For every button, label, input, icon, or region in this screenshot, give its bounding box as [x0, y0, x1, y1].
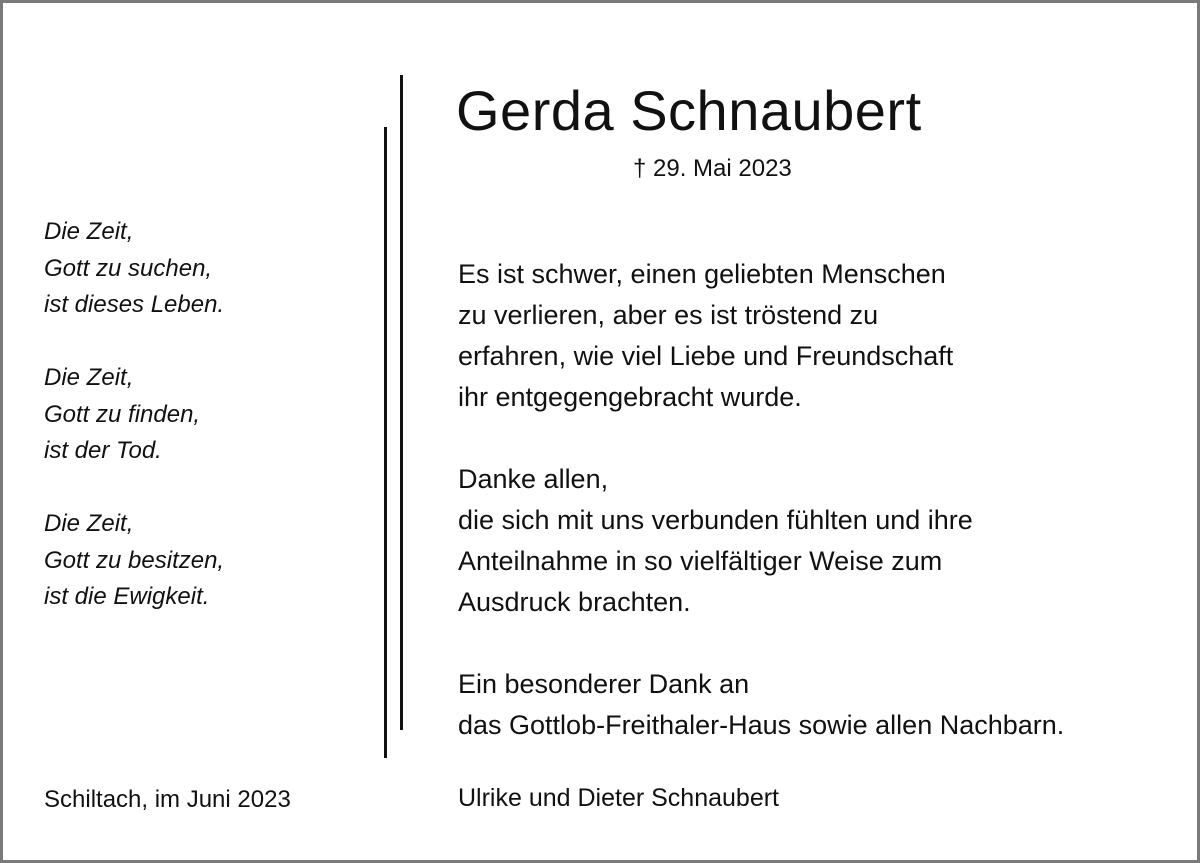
- poem-line: Die Zeit,: [44, 364, 134, 391]
- poem-stanza-3: [44, 506, 364, 616]
- vertical-divider-right: [400, 75, 403, 730]
- text-line: das Gottlob-Freithaler-Haus sowie allen Nachbarn.: [458, 710, 1065, 740]
- thanks-text: [458, 254, 1178, 787]
- paragraph-3: [458, 664, 1178, 746]
- text-line: erfahren, wie viel Liebe und Freundschaft: [458, 341, 954, 371]
- poem-line: Die Zeit,: [44, 510, 134, 537]
- poem-line: Die Zeit,: [44, 218, 134, 245]
- poem: [44, 214, 364, 652]
- text-line: ihr entgegengebracht wurde.: [458, 382, 802, 412]
- text-line: Anteilnahme in so vielfältiger Weise zum: [458, 546, 943, 576]
- poem-line: Gott zu besitzen,: [44, 546, 225, 574]
- deceased-name: Gerda Schnaubert: [456, 79, 922, 142]
- text-line: Ein besonderer Dank an: [458, 669, 750, 699]
- poem-stanza-2: [44, 360, 364, 470]
- poem-stanza-1: [44, 214, 364, 324]
- paragraph-2: [458, 459, 1178, 623]
- poem-line: ist die Ewigkeit.: [44, 583, 210, 610]
- poem-line: Gott zu finden,: [44, 400, 201, 428]
- place-date: Schiltach, im Juni 2023: [44, 786, 291, 813]
- text-line: die sich mit uns verbunden fühlten und ihre: [458, 505, 973, 535]
- text-line: Es ist schwer, einen geliebten Menschen: [458, 259, 946, 289]
- poem-line: ist dieses Leben.: [44, 291, 225, 318]
- death-date: † 29. Mai 2023: [633, 155, 792, 182]
- paragraph-1: [458, 254, 1178, 418]
- vertical-divider-left: [384, 127, 387, 758]
- text-line: zu verlieren, aber es ist tröstend zu: [458, 300, 879, 330]
- signature: Ulrike und Dieter Schnaubert: [458, 784, 779, 812]
- text-line: Danke allen,: [458, 464, 609, 494]
- poem-line: ist der Tod.: [44, 437, 162, 464]
- text-line: Ausdruck brachten.: [458, 587, 691, 617]
- poem-line: Gott zu suchen,: [44, 254, 213, 282]
